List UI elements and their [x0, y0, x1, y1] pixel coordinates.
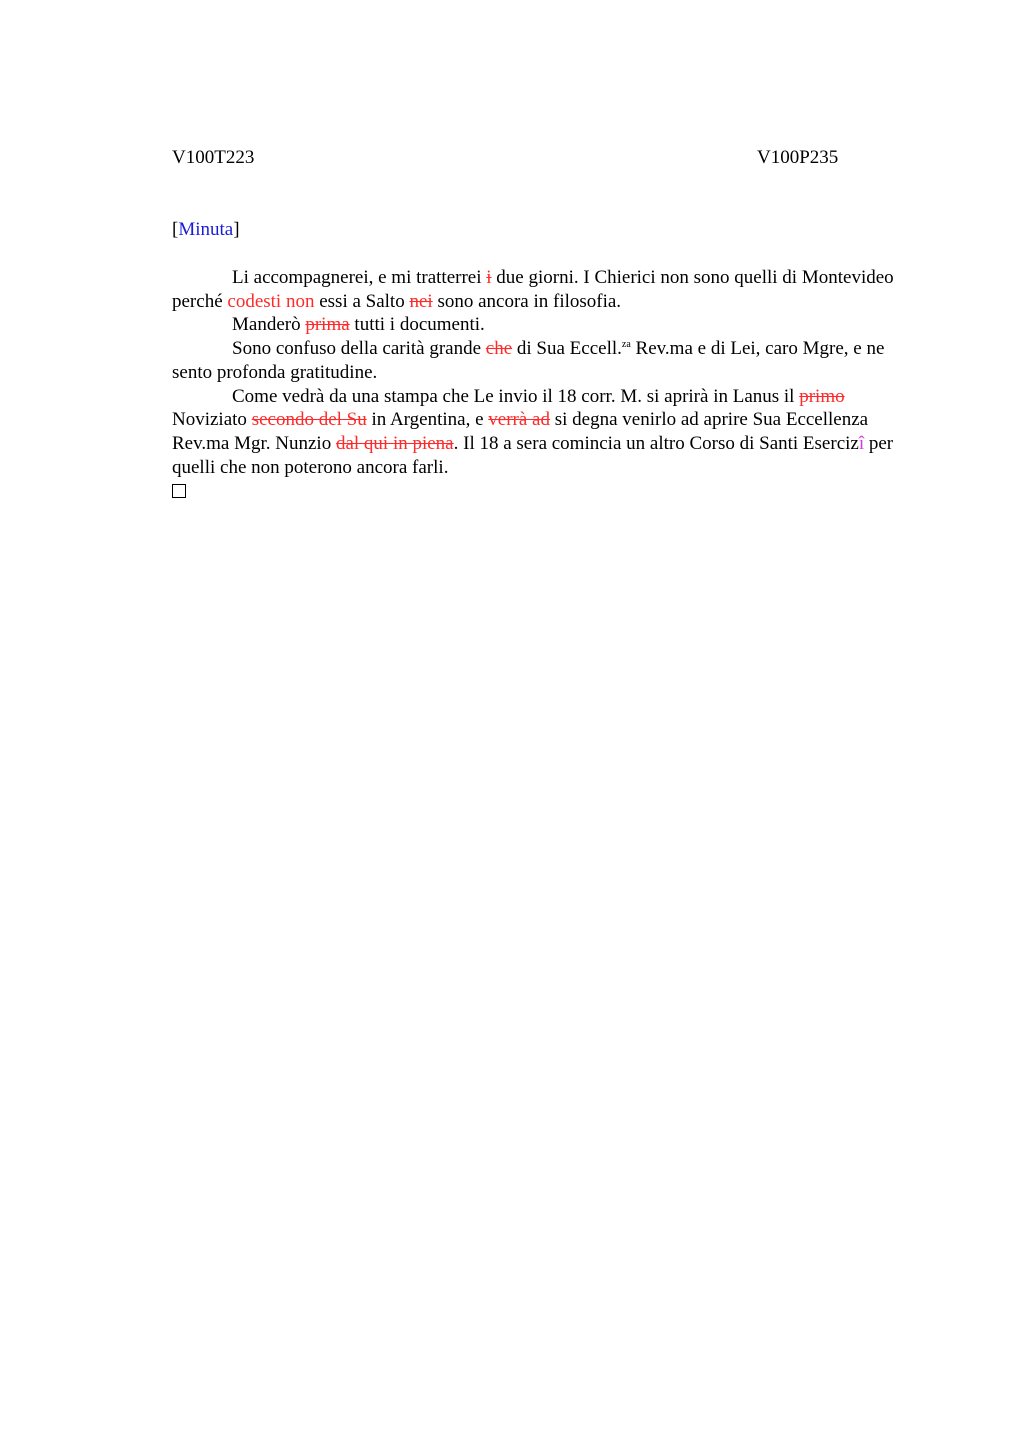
minuta-open-bracket: [ — [172, 219, 179, 240]
inserted-text: codesti non — [227, 290, 315, 312]
text-segment: Manderò — [232, 314, 306, 336]
superscript-text: za — [621, 339, 631, 351]
text-segment: di Sua Eccell. — [512, 338, 622, 360]
paragraph-3 — [172, 337, 924, 384]
deleted-text: verrà ad — [488, 409, 550, 431]
text-segment: sono ancora in filosofia. — [432, 290, 622, 312]
deleted-text: nei — [409, 290, 433, 312]
text-segment: tutti i documenti. — [349, 314, 485, 336]
text-segment: due giorni. I Chierici non sono quelli di Montevideo perché — [172, 267, 894, 312]
text-segment: Come vedrà da una stampa che Le invio il 18 corr. M. si aprirà in Lanus il — [232, 385, 800, 407]
marked-text: î — [858, 432, 865, 454]
paragraph-1 — [172, 266, 924, 313]
text-segment: in Argentina, e — [366, 409, 489, 431]
deleted-text: i — [486, 267, 492, 288]
deleted-text: che — [485, 338, 513, 360]
text-segment: Noviziato — [172, 409, 252, 431]
document-code-left: V100T223 — [172, 147, 255, 168]
square-icon — [172, 484, 186, 498]
deleted-text: secondo del Su — [251, 409, 367, 431]
document-code-right: V100P235 — [757, 147, 839, 168]
minuta-label — [172, 219, 240, 241]
paragraph-4 — [172, 385, 924, 480]
letter-body — [172, 266, 924, 505]
deleted-text: prima — [305, 314, 350, 336]
text-segment: per quelli che non poterono ancora farli. — [172, 432, 894, 478]
text-segment: Sono confuso della carità grande — [232, 338, 486, 360]
text-segment: Li accompagnerei, e mi tratterrei — [232, 267, 487, 288]
deleted-text: dal qui in piena — [335, 432, 454, 454]
minuta-close-bracket: ] — [233, 219, 240, 240]
paragraph-2 — [172, 313, 924, 337]
text-segment: essi a Salto — [314, 290, 410, 312]
text-segment: Rev.ma e di Lei, caro Mgre, e ne sento profonda gratitudine. — [172, 338, 885, 383]
deleted-text: primo — [799, 385, 845, 407]
text-segment: . Il 18 a sera comincia un altro Corso di Santi Eserciz — [453, 432, 859, 454]
minuta-text: Minuta — [178, 219, 234, 240]
end-of-document-box — [172, 479, 924, 505]
text-segment: si degna venirlo ad aprire Sua Eccellenza Rev.ma Mgr. Nunzio — [172, 409, 869, 454]
